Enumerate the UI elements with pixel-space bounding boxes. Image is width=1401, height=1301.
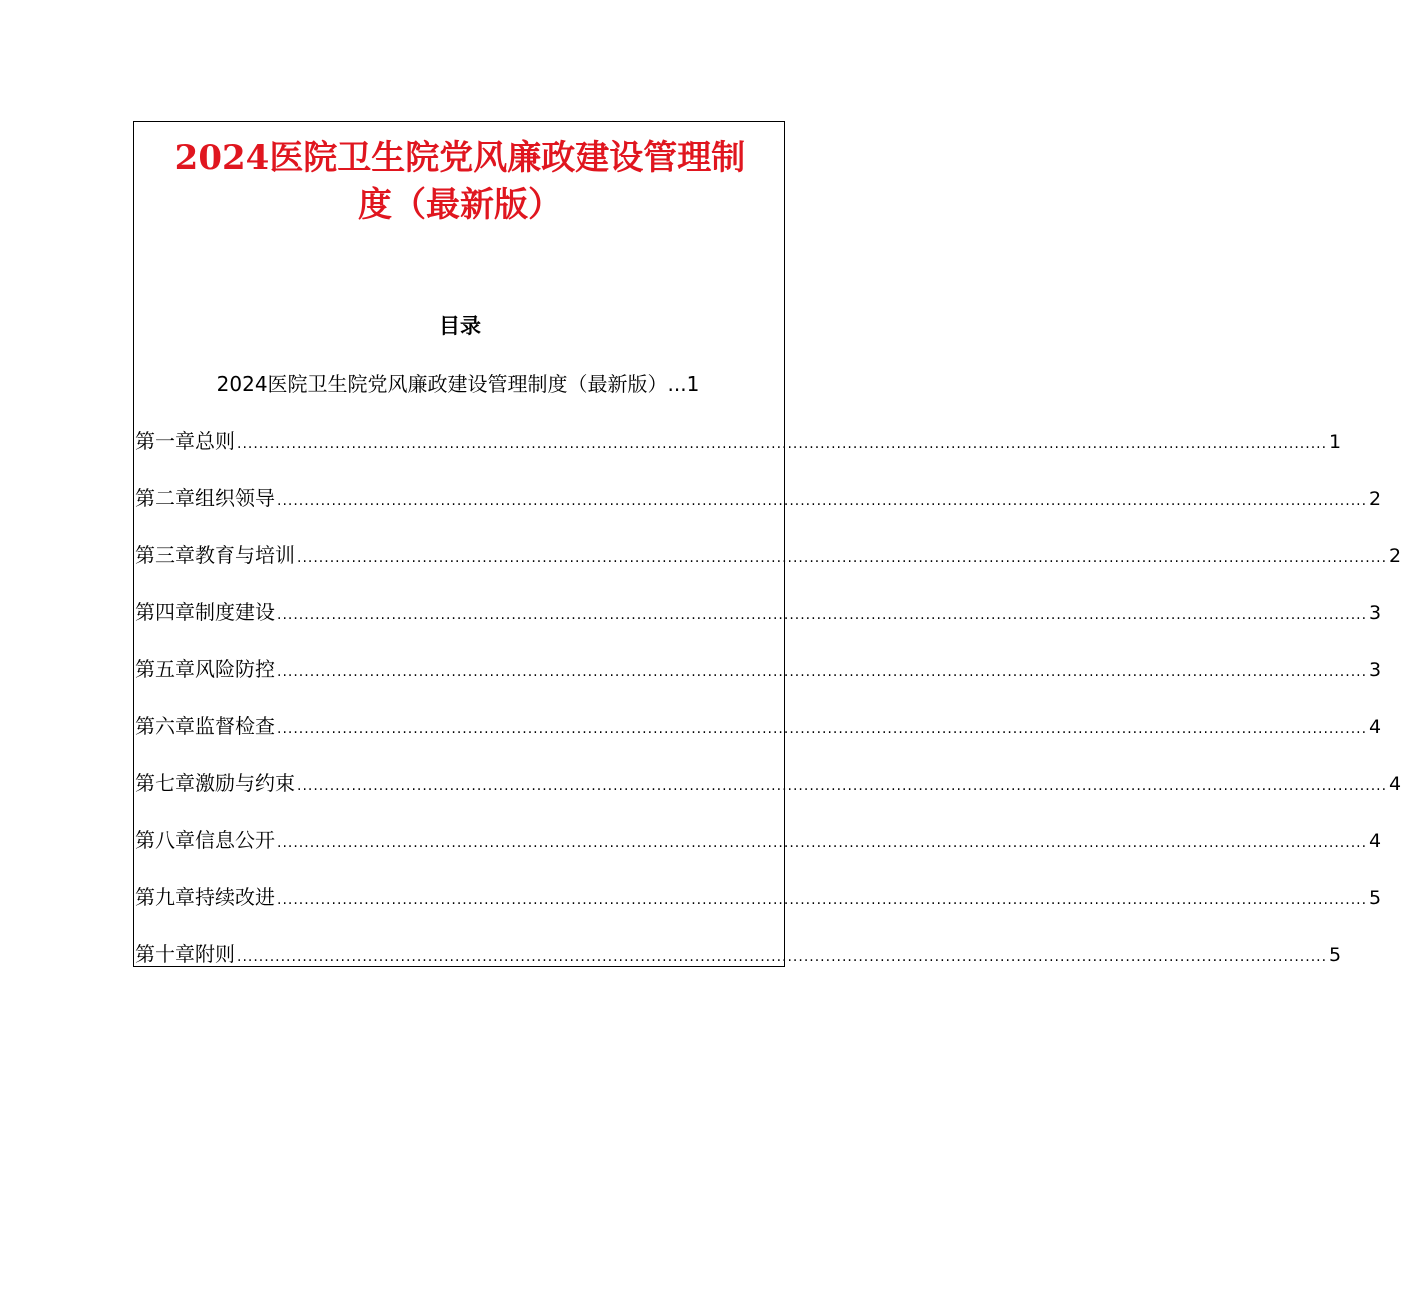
toc-entry-page: 4 — [1369, 716, 1382, 738]
toc-leader-dots: ........................................................................................................................................................................................................ — [277, 835, 1368, 851]
toc-leader-dots: ........................................................................................................................................................................................................ — [297, 550, 1388, 566]
title-text: 医院卫生院党风廉政建设管理制 — [269, 138, 746, 178]
toc-entry-label: 第四章制度建设 — [135, 600, 275, 624]
toc-entry-label: 第二章组织领导 — [135, 486, 275, 510]
toc-entry-page: 5 — [1369, 887, 1382, 909]
toc-entry-title[interactable]: 2024医院卫生院党风廉政建设管理制度（最新版）...1 — [216, 372, 700, 396]
toc-entry-page: 4 — [1389, 773, 1401, 795]
toc-entry-page: 4 — [1369, 830, 1382, 852]
toc-entry-label: 第一章总则 — [135, 429, 235, 453]
toc-entry-page: 2 — [1369, 488, 1382, 510]
toc-leader-dots: ........................................................................................................................................................................................................ — [277, 493, 1368, 509]
toc-leader-dots: ........................................................................................................................................................................................................ — [237, 949, 1328, 965]
toc-entry-label: 第三章教育与培训 — [135, 543, 295, 567]
toc-leader-dots: ........................................................................................................................................................................................................ — [277, 892, 1368, 908]
toc-leader-dots: ........................................................................................................................................................................................................ — [277, 721, 1368, 737]
toc-entry-page: 3 — [1369, 602, 1382, 624]
document-title-line2: 度（最新版） — [358, 185, 562, 225]
toc-heading: 目录 — [439, 314, 481, 338]
toc-leader-dots: ........................................................................................................................................................................................................ — [277, 664, 1368, 680]
toc-entry-chapter-10[interactable] — [135, 936, 1342, 993]
toc-entry-chapter-7[interactable] — [135, 765, 1401, 822]
document-title-line1 — [0, 131, 920, 185]
toc-entry-page: 1 — [1329, 431, 1342, 453]
toc-entry-label: 第十章附则 — [135, 942, 235, 966]
toc-entry-page: 3 — [1369, 659, 1382, 681]
toc-entry-page: 5 — [1329, 944, 1342, 966]
toc-entry-chapter-3[interactable] — [135, 537, 1401, 594]
toc-entry-label: 第六章监督检查 — [135, 714, 275, 738]
toc-leader-dots: ........................................................................................................................................................................................................ — [297, 778, 1388, 794]
toc-entry-chapter-2[interactable] — [135, 480, 1382, 537]
toc-entry-label: 第八章信息公开 — [135, 828, 275, 852]
toc-entry-label: 第七章激励与约束 — [135, 771, 295, 795]
title-year: 2024 — [174, 138, 270, 178]
toc-entry-chapter-8[interactable] — [135, 822, 1382, 879]
toc-leader-dots: ........................................................................................................................................................................................................ — [237, 436, 1328, 452]
toc-entry-chapter-1[interactable] — [135, 423, 1342, 480]
toc-entry-label: 第五章风险防控 — [135, 657, 275, 681]
toc-entry-chapter-9[interactable] — [135, 879, 1382, 936]
toc-entry-page: 2 — [1389, 545, 1401, 567]
toc-list — [135, 423, 1401, 993]
toc-entry-chapter-4[interactable] — [135, 594, 1382, 651]
toc-leader-dots: ........................................................................................................................................................................................................ — [277, 607, 1368, 623]
toc-entry-chapter-6[interactable] — [135, 708, 1382, 765]
toc-entry-chapter-5[interactable] — [135, 651, 1382, 708]
toc-entry-label: 第九章持续改进 — [135, 885, 275, 909]
